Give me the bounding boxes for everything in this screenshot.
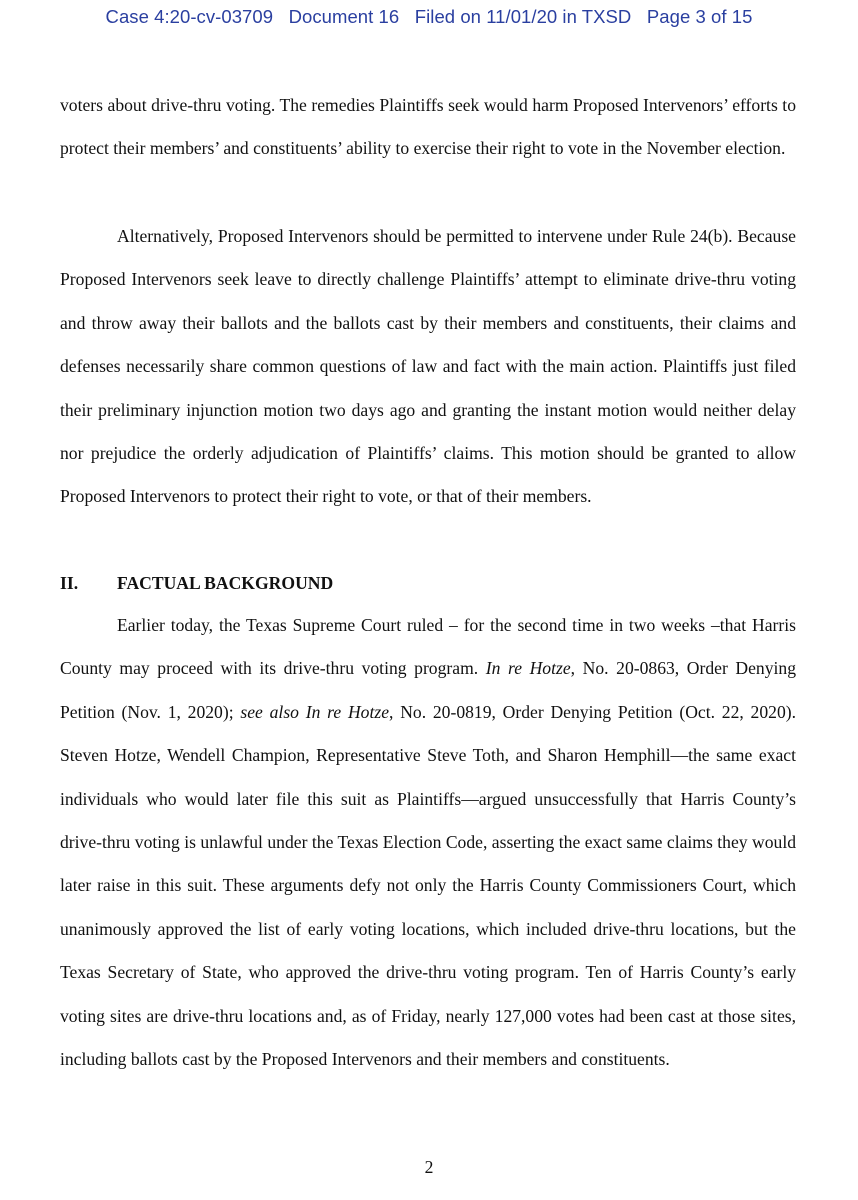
case-citation: In re Hotze: [305, 701, 390, 722]
paragraph-alternatively: [60, 215, 796, 519]
header-page-count: Page 3 of 15: [646, 6, 753, 27]
signal-see-also: see also: [240, 701, 299, 722]
paragraph-factual-background: [60, 604, 796, 1081]
header-document-number: Document 16: [288, 6, 400, 27]
header-filed-date: Filed on 11/01/20 in TXSD: [414, 6, 632, 27]
paragraph-text: Alternatively, Proposed Intervenors should be permitted to intervene under Rule 24(b). Because Proposed Intervenors seek leave to directly challenge Plaintiffs’ attempt to eliminate drive-thru voting and throw away their ballots and the ballots cast by their members and constituents, their claims and defenses necessarily share common questions of law and fact with the main action. Plaintiffs just filed their preliminary injunction motion two days ago and granting the instant motion would neither delay nor prejudice the orderly adjudication of Plaintiffs’ claims. This motion should be granted to allow Proposed Intervenors to protect their right to vote, or that of their members.: [60, 226, 796, 507]
text-run: , No. 20-0863, Order Denying Petition (Nov. 1, 2020);: [60, 658, 796, 722]
section-heading: [60, 562, 333, 605]
paragraph-continuation: [60, 84, 796, 171]
ecf-header: [0, 6, 858, 28]
paragraph-text: [60, 604, 796, 1081]
paragraph-text: voters about drive-thru voting. The remedies Plaintiffs seek would harm Proposed Intervenors’ efforts to protect their members’ and constituents’ ability to exercise their right to vote in the November election.: [60, 95, 796, 159]
section-title: FACTUAL BACKGROUND: [117, 573, 334, 593]
section-number: II.: [60, 573, 79, 593]
header-case-number: Case 4:20-cv-03709: [105, 6, 274, 27]
page-number: 2: [424, 1157, 434, 1177]
text-run: , No. 20-0819, Order Denying Petition (Oct. 22, 2020). Steven Hotze, Wendell Champion, Representative Steve Toth, and Sharon Hemphill—the same exact individuals who would later file this suit as Plaintiffs—argued unsuccessfully that Harris County’s drive-thru voting is unlawful under the Texas Election Code, asserting the exact same claims they would later raise in this suit. These arguments defy not only the Harris County Commissioners Court, which unanimously approved the list of early voting locations, which included drive-thru locations, but the Texas Secretary of State, who approved the drive-thru voting program. Ten of Harris County’s early voting sites are drive-thru locations and, as of Friday, nearly 127,000 votes had been cast at those sites, including ballots cast by the Proposed Intervenors and their members and constituents.: [60, 701, 796, 1070]
text-run: Earlier today, the Texas Supreme Court ruled – for the second time in two weeks –that Harris County may proceed with its drive-thru voting program.: [60, 615, 796, 679]
case-citation: In re Hotze: [485, 658, 571, 679]
